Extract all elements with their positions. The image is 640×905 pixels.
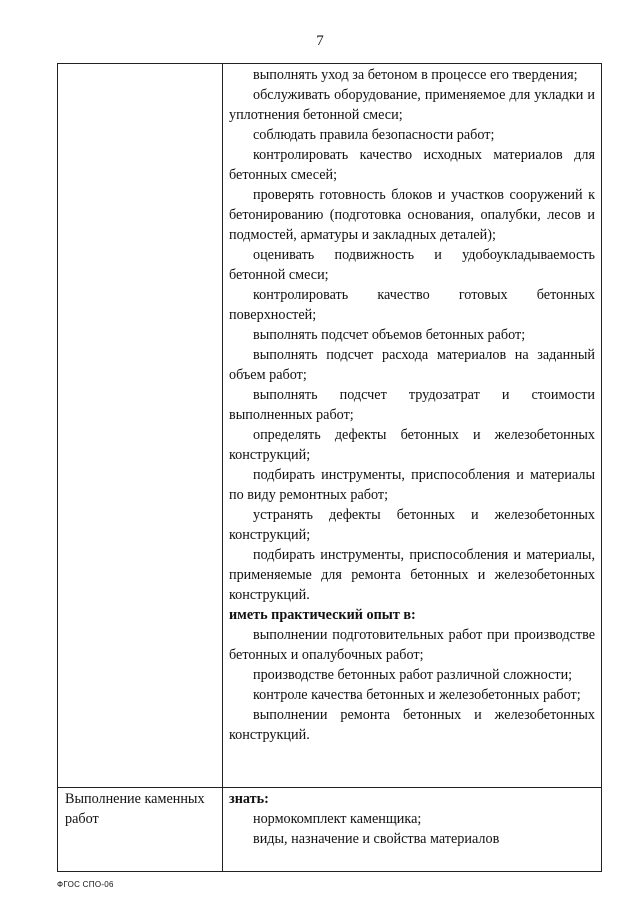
skill-item: подбирать инструменты, приспособления и материалы, применяемые для ремонта бетонных и железобетонных конструкций. — [229, 547, 595, 603]
competency-table — [57, 63, 602, 872]
column-divider — [222, 64, 223, 871]
activity-label: Выполнение каменных работ — [65, 791, 205, 827]
skill-item: определять дефекты бетонных и железобетонных конструкций; — [229, 427, 595, 463]
skill-item: контролировать качество исходных материалов для бетонных смесей; — [229, 147, 595, 183]
experience-item: контроле качества бетонных и железобетонных работ; — [253, 687, 581, 703]
row-divider — [58, 787, 601, 788]
know-item: виды, назначение и свойства материалов — [253, 831, 500, 847]
skill-item: обслуживать оборудование, применяемое для укладки и уплотнения бетонной смеси; — [229, 87, 595, 123]
page-number: 7 — [316, 33, 324, 49]
know-heading: знать: — [229, 791, 269, 807]
upper-row-content — [229, 65, 595, 745]
experience-item: выполнении подготовительных работ при производстве бетонных и опалубочных работ; — [229, 627, 595, 663]
skill-item: оценивать подвижность и удобоукладываемость бетонной смеси; — [229, 247, 595, 283]
footer-code: ФГОС СПО-06 — [57, 880, 114, 889]
know-item: нормокомплект каменщика; — [253, 811, 422, 827]
skill-item: устранять дефекты бетонных и железобетонных конструкций; — [229, 507, 595, 543]
experience-heading: иметь практический опыт в: — [229, 607, 416, 623]
skill-item: выполнять подсчет трудозатрат и стоимости выполненных работ; — [229, 387, 595, 423]
lower-row-content — [229, 789, 595, 849]
skill-item: контролировать качество готовых бетонных поверхностей; — [229, 287, 595, 323]
skill-item: выполнять подсчет расхода материалов на заданный объем работ; — [229, 347, 595, 383]
skill-item: выполнять подсчет объемов бетонных работ; — [253, 327, 526, 343]
skill-item: подбирать инструменты, приспособления и материалы по виду ремонтных работ; — [229, 467, 595, 503]
skill-item: соблюдать правила безопасности работ; — [253, 127, 495, 143]
skill-item: проверять готовность блоков и участков сооружений к бетонированию (подготовка основания, опалубки, лесов и подмостей, арматуры и закладных деталей); — [229, 187, 595, 243]
skill-item: выполнять уход за бетоном в процессе его твердения; — [253, 67, 578, 83]
experience-item: производстве бетонных работ различной сложности; — [253, 667, 573, 683]
experience-item: выполнении ремонта бетонных и железобетонных конструкций. — [229, 707, 595, 743]
